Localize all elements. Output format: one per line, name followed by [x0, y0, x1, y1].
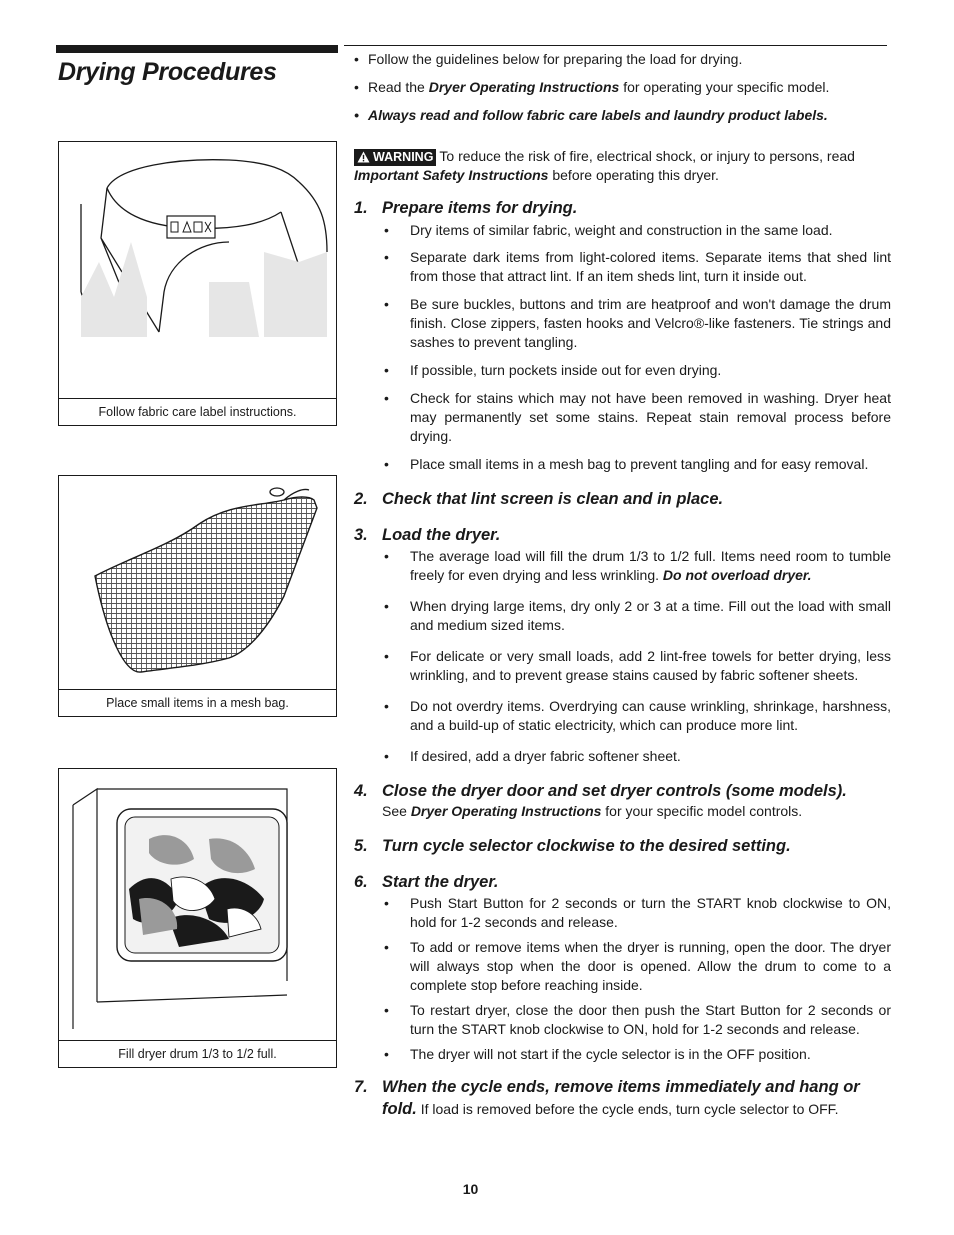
page-title: Drying Procedures	[58, 58, 277, 86]
dryer-drum-illustration	[59, 769, 336, 1042]
shirt-collar-illustration	[59, 142, 336, 400]
figure-dryer-drum	[58, 768, 337, 1068]
figure-caption: Place small items in a mesh bag.	[59, 689, 336, 716]
list-item: • Push Start Button for 2 seconds or turn the START knob clockwise to ON, hold for 1-2 seconds and release.	[410, 894, 891, 932]
step-7-heading: 7. When the cycle ends, remove items immediately and hang or fold. If load is removed before the cycle ends, turn cycle selector to OFF.	[354, 1078, 860, 1118]
page-number: 10	[462, 1181, 479, 1197]
figure-caption: Follow fabric care label instructions.	[59, 398, 336, 425]
step-6-heading: 6. Start the dryer.	[354, 873, 499, 891]
list-item: • To restart dryer, close the door then push the Start Button for 2 seconds or turn the START knob clockwise to ON, hold for 1-2 seconds and release.	[410, 1001, 891, 1039]
list-item: • Dry items of similar fabric, weight and construction in the same load.	[410, 221, 891, 240]
header-rule	[344, 45, 887, 46]
step-1-list	[354, 221, 891, 474]
warning-notice: WARNING To reduce the risk of fire, electrical shock, or injury to persons, read Important Safety Instructions before operating this dryer.	[354, 148, 855, 183]
list-item: • Be sure buckles, buttons and trim are heatproof and won't damage the drum finish. Close zippers, fasten hooks and Velcro®-like fasteners. Tie strings and sashes to prevent tangling.	[410, 295, 891, 352]
list-item: • Read the Dryer Operating Instructions for operating your specific model.	[354, 78, 891, 97]
mesh-bag-illustration	[59, 476, 336, 691]
list-item: • The dryer will not start if the cycle selector is in the OFF position.	[410, 1045, 891, 1064]
list-item: • Do not overdry items. Overdrying can cause wrinkling, shrinkage, harshness, and a build-up of static electricity, which can produce more lint.	[410, 697, 891, 735]
list-item: • Follow the guidelines below for preparing the load for drying.	[354, 50, 891, 69]
warning-badge: WARNING	[354, 149, 436, 166]
intro-list	[354, 50, 891, 125]
step-4-note: See Dryer Operating Instructions for your specific model controls.	[382, 803, 803, 819]
figure-caption: Fill dryer drum 1/3 to 1/2 full.	[59, 1040, 336, 1067]
list-item: • For delicate or very small loads, add 2 lint-free towels for better drying, less wrinkling, and to prevent grease stains caused by fabric softener sheets.	[410, 647, 891, 685]
procedures-text	[354, 50, 891, 1120]
figure-mesh-bag	[58, 475, 337, 717]
step-6-list	[354, 894, 891, 1064]
figure-care-label	[58, 141, 337, 426]
step-5-heading: 5. Turn cycle selector clockwise to the desired setting.	[354, 837, 791, 855]
warning-triangle-icon	[357, 151, 370, 163]
step-1-heading: 1. Prepare items for drying.	[354, 199, 578, 217]
step-4-heading: 4. Close the dryer door and set dryer controls (some models).	[354, 782, 847, 800]
list-item: • The average load will fill the drum 1/3 to 1/2 full. Items need room to tumble freely for even drying and less wrinkling. Do not overload dryer.	[410, 547, 891, 585]
list-item: • If desired, add a dryer fabric softener sheet.	[410, 747, 891, 766]
header-bar	[56, 45, 338, 53]
step-2-heading: 2. Check that lint screen is clean and in place.	[354, 490, 724, 508]
list-item: • Always read and follow fabric care labels and laundry product labels.	[354, 106, 891, 125]
list-item: • If possible, turn pockets inside out for even drying.	[410, 361, 891, 380]
list-item: • When drying large items, dry only 2 or 3 at a time. Fill out the load with small and medium sized items.	[410, 597, 891, 635]
list-item: • To add or remove items when the dryer is running, open the door. The dryer will always stop when the door is opened. Allow the drum to come to a complete stop before reaching inside.	[410, 938, 891, 995]
list-item: • Check for stains which may not have been removed in washing. Dryer heat may permanently set some stains. Repeat stain removal process before drying.	[410, 389, 891, 446]
step-3-heading: 3. Load the dryer.	[354, 526, 501, 544]
list-item: • Place small items in a mesh bag to prevent tangling and for easy removal.	[410, 455, 891, 474]
list-item: • Separate dark items from light-colored items. Separate items that shed lint from those that attract lint. If an item sheds lint, turn it inside out.	[410, 248, 891, 286]
step-3-list	[354, 547, 891, 766]
